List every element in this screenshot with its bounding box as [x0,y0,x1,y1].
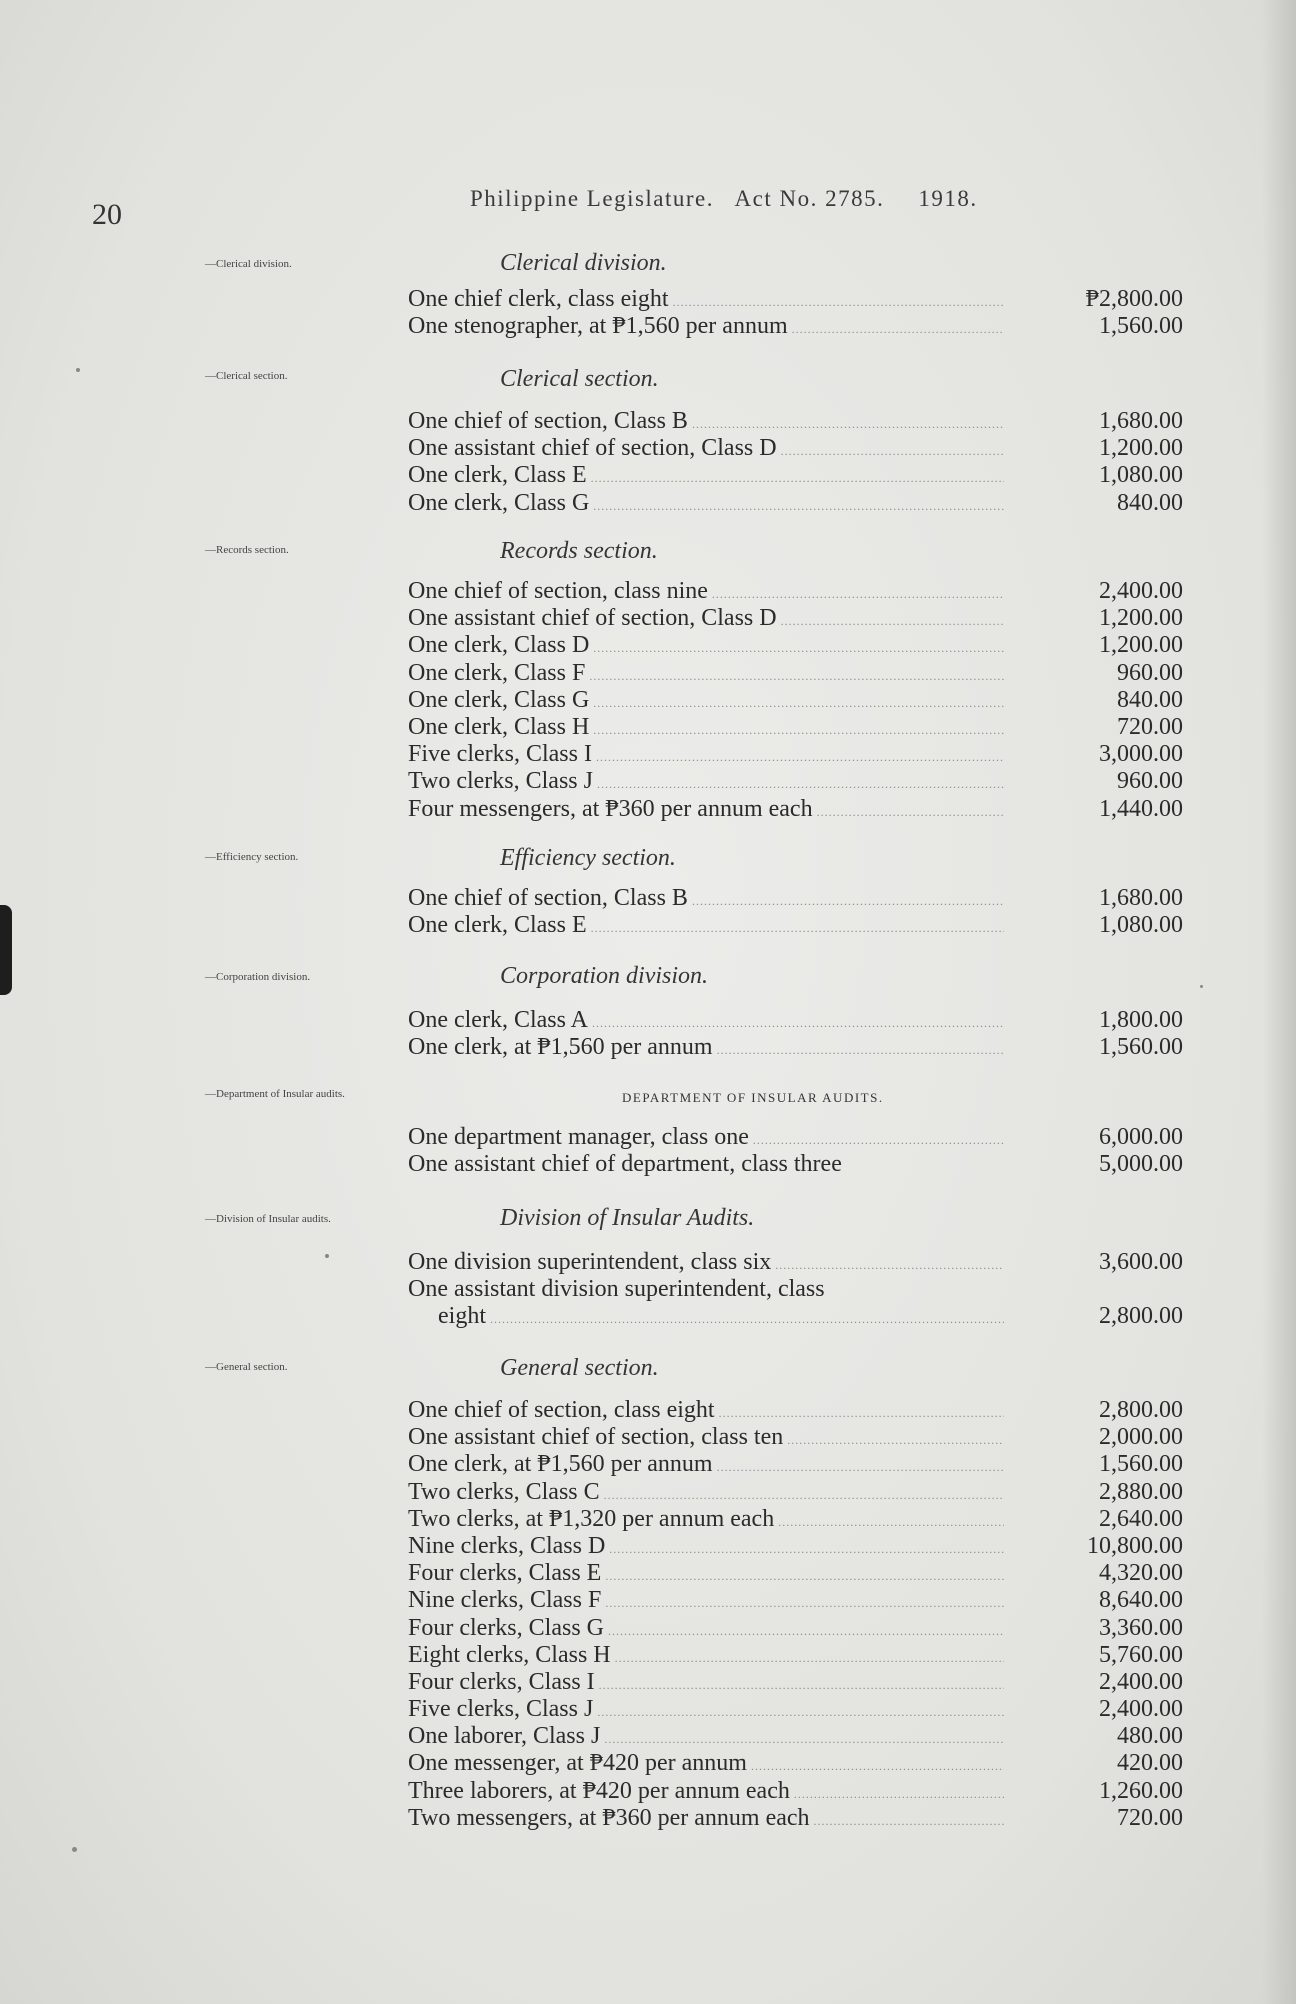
line-items [408,1397,1208,1832]
item-amount: 1,560.00 [1099,313,1183,340]
margin-note: —Division of Insular audits. [205,1213,331,1225]
line-item [408,1506,1208,1533]
item-amount: 2,880.00 [1099,1478,1183,1505]
line-item [408,1151,1208,1178]
item-amount: 1,200.00 [1099,632,1183,659]
item-label: One clerk, at ₱1,560 per annum ..... [408,1451,1004,1481]
item-label: One clerk, Class G ..... [408,687,1004,717]
item-amount: 1,080.00 [1099,912,1183,939]
item-label: One clerk, at ₱1,560 per annum ..... [408,1034,1004,1064]
item-label: Five clerks, Class J ..... [408,1696,1004,1726]
item-label: One chief of section, Class B ..... [408,408,1004,438]
line-item [408,408,1208,435]
item-amount: 960.00 [1117,768,1183,795]
item-amount: 720.00 [1117,1804,1183,1831]
line-item [408,1587,1208,1614]
item-label: One laborer, Class J ..... [408,1723,1004,1753]
item-label: One assistant division superintendent, class [408,1276,825,1303]
line-item [408,1424,1208,1451]
section-heading: Corporation division. [500,963,709,989]
running-head [470,186,978,212]
item-label: One department manager, class one ..... [408,1124,1004,1154]
item-amount: 840.00 [1117,489,1183,516]
item-label: Five clerks, Class I ..... [408,741,1004,771]
item-label: eight ..... [408,1303,1004,1333]
item-amount: 2,000.00 [1099,1424,1183,1451]
item-amount: ₱2,800.00 [1085,286,1183,312]
item-amount: 1,440.00 [1099,795,1183,822]
item-label: Nine clerks, Class D ..... [408,1533,1004,1563]
item-label: One assistant chief of department, class three [408,1151,842,1178]
line-item [408,578,1208,605]
margin-note: —Clerical section. [205,370,288,382]
line-item [408,885,1208,912]
item-amount: 6,000.00 [1099,1124,1183,1150]
margin-note: —Records section. [205,544,289,556]
line-item [408,490,1208,517]
item-label: Two messengers, at ₱360 per annum each ..... [408,1805,1004,1835]
item-label: Four messengers, at ₱360 per annum each ..... [408,796,1004,826]
line-item [408,1007,1208,1034]
section-heading: Efficiency section. [500,845,676,871]
margin-note: —Corporation division. [205,971,311,983]
section-heading: Division of Insular Audits. [500,1205,755,1231]
line-items [408,578,1208,823]
item-amount: 3,000.00 [1099,741,1183,768]
item-amount: 2,400.00 [1099,1696,1183,1723]
item-label: One chief clerk, class eight ..... [408,286,1004,316]
item-amount: 2,800.00 [1099,1303,1183,1330]
item-label: One chief of section, class nine ..... [408,578,1004,608]
running-head-year: 1918. [918,186,978,211]
item-label: Eight clerks, Class H ..... [408,1642,1004,1672]
running-head-title: Philippine Legislature. Act No. 2785. [470,186,885,211]
line-item [408,1723,1208,1750]
item-amount: 1,560.00 [1099,1034,1183,1061]
section-heading: DEPARTMENT OF INSULAR AUDITS. [622,1090,884,1105]
line-item [408,1669,1208,1696]
page-number: 20 [92,198,122,231]
line-item [408,1642,1208,1669]
item-amount: 1,200.00 [1099,605,1183,632]
line-item [408,687,1208,714]
line-items [408,408,1208,517]
item-label: One division superintendent, class six ..... [408,1249,1004,1279]
line-item [408,286,1208,313]
item-amount: 3,360.00 [1099,1614,1183,1641]
scan-speck [76,368,80,372]
line-item [408,741,1208,768]
line-items [408,1007,1208,1061]
item-amount: 5,000.00 [1099,1151,1183,1178]
item-label: Two clerks, at ₱1,320 per annum each ..... [408,1506,1004,1536]
item-label: One chief of section, class eight ..... [408,1397,1004,1427]
item-label: Four clerks, Class I ..... [408,1669,1004,1699]
item-label: Two clerks, Class J ..... [408,768,1004,798]
line-item [408,1451,1208,1478]
item-amount: 10,800.00 [1087,1532,1183,1559]
margin-note: —Department of Insular audits. [205,1088,345,1100]
item-label: Nine clerks, Class F ..... [408,1587,1004,1617]
item-label: Three laborers, at ₱420 per annum each ..... [408,1778,1004,1808]
line-items [408,286,1208,340]
item-label: Two clerks, Class C ..... [408,1479,1004,1509]
line-item [408,1560,1208,1587]
item-label: Four clerks, Class E ..... [408,1560,1004,1590]
item-amount: 5,760.00 [1099,1641,1183,1668]
line-item [408,1805,1208,1832]
item-amount: 480.00 [1117,1723,1183,1750]
item-label: One clerk, Class A ..... [408,1007,1004,1037]
line-item [408,1615,1208,1642]
item-label: One chief of section, Class B ..... [408,885,1004,915]
item-amount: 1,260.00 [1099,1777,1183,1804]
item-amount: 420.00 [1117,1750,1183,1777]
item-label: One assistant chief of section, Class D ..... [408,605,1004,635]
line-item [408,1533,1208,1560]
line-item [408,796,1208,823]
item-amount: 1,680.00 [1099,885,1183,911]
item-amount: 1,080.00 [1099,462,1183,489]
item-label: One clerk, Class D ..... [408,632,1004,662]
item-label: One clerk, Class E ..... [408,462,1004,492]
section-heading: General section. [500,1355,659,1381]
item-label: One clerk, Class E ..... [408,912,1004,942]
scan-speck [72,1847,77,1852]
item-amount: 8,640.00 [1099,1587,1183,1614]
item-label: One messenger, at ₱420 per annum ..... [408,1750,1004,1780]
line-item [408,714,1208,741]
section-heading: Records section. [500,538,658,564]
scan-speck [1200,985,1203,988]
line-item [408,462,1208,489]
item-label: One clerk, Class G ..... [408,490,1004,520]
line-item [408,768,1208,795]
line-item [408,1034,1208,1061]
line-item [408,1124,1208,1151]
margin-note: —General section. [205,1361,288,1373]
line-item [408,912,1208,939]
item-label: One clerk, Class H ..... [408,714,1004,744]
item-label: One stenographer, at ₱1,560 per annum ..... [408,313,1004,343]
line-item [408,1397,1208,1424]
line-items [408,885,1208,939]
line-item [408,1778,1208,1805]
margin-note: —Efficiency section. [205,851,299,863]
item-amount: 960.00 [1117,659,1183,686]
line-item [408,632,1208,659]
line-item [408,435,1208,462]
line-item [408,1303,1208,1330]
line-items [408,1124,1208,1178]
scan-speck [325,1254,329,1258]
item-amount: 2,400.00 [1099,578,1183,604]
page-edge-shadow [1262,0,1296,2004]
line-item [408,1479,1208,1506]
item-amount: 3,600.00 [1099,1249,1183,1275]
line-item [408,605,1208,632]
item-amount: 840.00 [1117,686,1183,713]
item-label: One assistant chief of section, class ten ..... [408,1424,1004,1454]
margin-note: —Clerical division. [205,258,292,270]
item-amount: 1,680.00 [1099,408,1183,434]
item-amount: 1,200.00 [1099,435,1183,462]
line-items [408,1249,1208,1331]
item-amount: 1,560.00 [1099,1451,1183,1478]
item-amount: 1,800.00 [1099,1007,1183,1033]
line-item [408,1750,1208,1777]
item-amount: 720.00 [1117,713,1183,740]
item-amount: 2,800.00 [1099,1397,1183,1423]
line-item [408,1249,1208,1276]
item-amount: 2,640.00 [1099,1505,1183,1532]
item-label: One clerk, Class F ..... [408,660,1004,690]
line-item [408,1276,1208,1303]
line-item [408,660,1208,687]
line-item [408,313,1208,340]
line-item [408,1696,1208,1723]
item-label: Four clerks, Class G ..... [408,1615,1004,1645]
section-heading: Clerical section. [500,366,659,392]
item-amount: 4,320.00 [1099,1560,1183,1587]
section-heading: Clerical division. [500,250,667,276]
item-amount: 2,400.00 [1099,1668,1183,1695]
binding-mark [0,905,12,995]
item-label: One assistant chief of section, Class D ..... [408,435,1004,465]
